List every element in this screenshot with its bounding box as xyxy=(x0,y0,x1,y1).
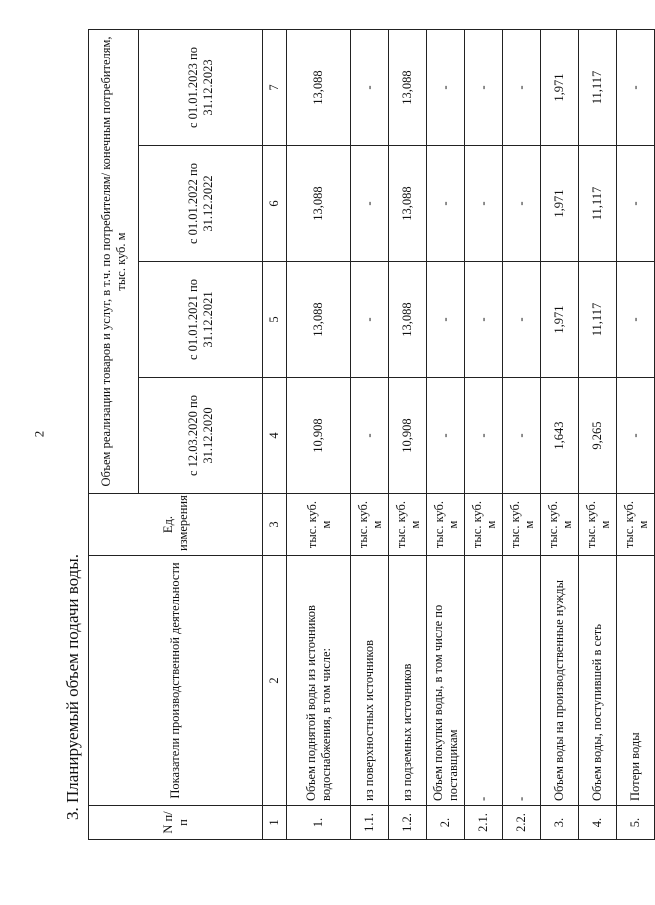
header-period-4: с 01.01.2023 по 31.12.2023 xyxy=(139,30,263,146)
row-value: 1,643 xyxy=(541,378,579,494)
column-number: 3 xyxy=(263,494,287,556)
row-value: 1,971 xyxy=(541,262,579,378)
row-value: 10,908 xyxy=(287,378,351,494)
header-indicator: Показатели производственной деятельности xyxy=(89,556,263,806)
row-value: - xyxy=(427,378,465,494)
table-row xyxy=(427,30,465,840)
table-row xyxy=(287,30,351,840)
row-unit: тыс. куб. м xyxy=(503,494,541,556)
row-unit: тыс. куб. м xyxy=(287,494,351,556)
header-volume-group: Объем реализации товаров и услуг, в т.ч. по потребителям/ конечным потребителям, тыс. куб. м xyxy=(89,30,139,494)
row-unit: тыс. куб. м xyxy=(465,494,503,556)
row-num: 2.1. xyxy=(465,806,503,840)
row-num: 2. xyxy=(427,806,465,840)
column-number: 5 xyxy=(263,262,287,378)
row-value: 10,908 xyxy=(389,378,427,494)
rotated-document-content xyxy=(60,30,650,840)
row-value: 13,088 xyxy=(389,146,427,262)
column-number: 7 xyxy=(263,30,287,146)
header-num: N п/п xyxy=(89,806,263,840)
page-number: 2 xyxy=(31,430,47,438)
column-number: 2 xyxy=(263,556,287,806)
row-value: - xyxy=(503,378,541,494)
row-value: 1,971 xyxy=(541,30,579,146)
row-num: 2.2. xyxy=(503,806,541,840)
row-value: 1,971 xyxy=(541,146,579,262)
row-unit: тыс. куб. м xyxy=(579,494,617,556)
header-unit: Ед. измерения xyxy=(89,494,263,556)
water-supply-table xyxy=(88,29,655,840)
row-num: 1.2. xyxy=(389,806,427,840)
row-indicator: из подземных источников xyxy=(389,556,427,806)
header-period-1: с 12.03.2020 по 31.12.2020 xyxy=(139,378,263,494)
table-row xyxy=(351,30,389,840)
row-indicator: Потери воды xyxy=(617,556,655,806)
column-number: 1 xyxy=(263,806,287,840)
table-row xyxy=(541,30,579,840)
row-value: - xyxy=(503,146,541,262)
row-value: 9,265 xyxy=(579,378,617,494)
row-indicator: - xyxy=(503,556,541,806)
row-indicator: Объем воды, поступившей в сеть xyxy=(579,556,617,806)
row-value: - xyxy=(351,262,389,378)
row-value: - xyxy=(351,378,389,494)
row-value: - xyxy=(465,146,503,262)
row-indicator: из поверхностных источников xyxy=(351,556,389,806)
row-value: - xyxy=(617,262,655,378)
table-row xyxy=(465,30,503,840)
header-period-3: с 01.01.2022 по 31.12.2022 xyxy=(139,146,263,262)
row-value: 13,088 xyxy=(287,262,351,378)
row-num: 1.1. xyxy=(351,806,389,840)
table-row xyxy=(503,30,541,840)
column-number: 6 xyxy=(263,146,287,262)
row-value: - xyxy=(351,30,389,146)
row-value: 13,088 xyxy=(287,30,351,146)
row-value: - xyxy=(503,262,541,378)
row-value: - xyxy=(465,30,503,146)
row-value: - xyxy=(465,262,503,378)
row-value: 13,088 xyxy=(389,262,427,378)
row-unit: тыс. куб. м xyxy=(541,494,579,556)
row-value: - xyxy=(427,262,465,378)
row-value: 11,117 xyxy=(579,30,617,146)
row-num: 4. xyxy=(579,806,617,840)
table-row xyxy=(617,30,655,840)
header-period-2: с 01.01.2021 по 31.12.2021 xyxy=(139,262,263,378)
table-row xyxy=(579,30,617,840)
column-numbers-row xyxy=(263,30,287,840)
row-value: - xyxy=(617,378,655,494)
row-value: - xyxy=(351,146,389,262)
row-value: - xyxy=(617,30,655,146)
row-value: - xyxy=(427,146,465,262)
table-row xyxy=(389,30,427,840)
section-title: 3. Планируемый объем подачи воды. xyxy=(63,554,82,820)
row-unit: тыс. куб. м xyxy=(617,494,655,556)
row-num: 1. xyxy=(287,806,351,840)
row-value: 11,117 xyxy=(579,262,617,378)
row-num: 5. xyxy=(617,806,655,840)
column-number: 4 xyxy=(263,378,287,494)
row-value: - xyxy=(465,378,503,494)
row-indicator: Объем поднятой воды из источников водоснабжения, в том числе: xyxy=(287,556,351,806)
row-value: 13,088 xyxy=(287,146,351,262)
row-value: 13,088 xyxy=(389,30,427,146)
row-value: 11,117 xyxy=(579,146,617,262)
row-value: - xyxy=(617,146,655,262)
row-unit: тыс. куб. м xyxy=(389,494,427,556)
row-indicator: Объем покупки воды, в том числе по поставщикам xyxy=(427,556,465,806)
row-value: - xyxy=(503,30,541,146)
row-unit: тыс. куб. м xyxy=(351,494,389,556)
row-indicator: Объем воды на производственные нужды xyxy=(541,556,579,806)
row-unit: тыс. куб. м xyxy=(427,494,465,556)
row-value: - xyxy=(427,30,465,146)
row-indicator: - xyxy=(465,556,503,806)
row-num: 3. xyxy=(541,806,579,840)
